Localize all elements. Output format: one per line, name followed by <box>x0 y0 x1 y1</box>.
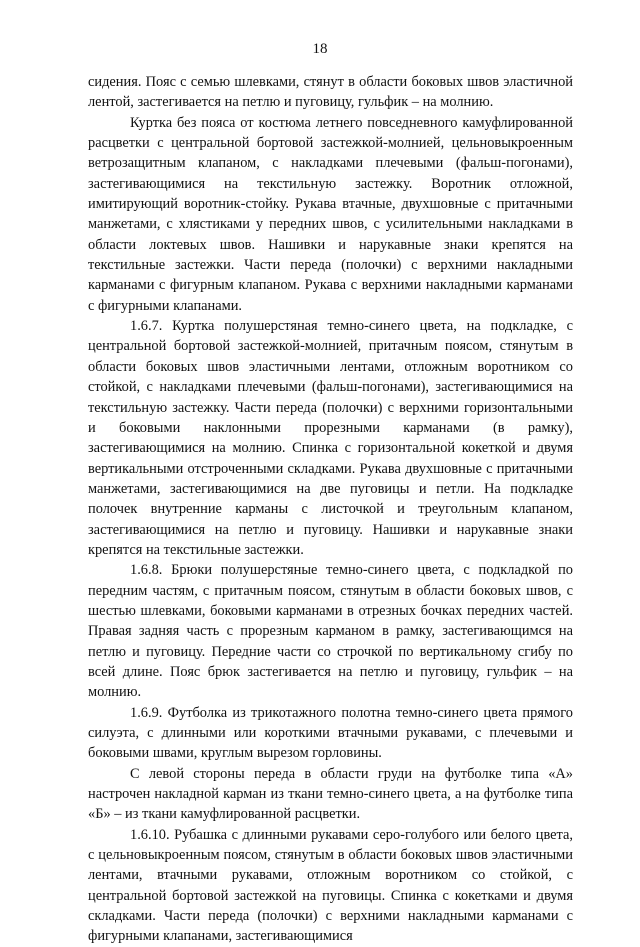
paragraph-1-6-10-shirt: 1.6.10. Рубашка с длинными рукавами серо-голубого или белого цвета, с цельновыкроенным поясом, стянутым в области боковых швов эластичными лентами, втачными рукавами, отложным воротником со стойкой, с центральной бортовой застежкой на пуговицы. Спинка с кокетками и двумя складками. Части переда (полочки) с верхними накладными карманами с фигурными клапанами, застегивающимися <box>88 826 573 945</box>
paragraph-1-6-8-trousers: 1.6.8. Брюки полушерстяные темно-синего цвета, с подкладкой по передним частям, с притачным поясом, стянутым в области боковых швов, с шестью шлевками, боковыми карманами в отрезных бочках передних частей. Правая задняя часть с прорезным карманом в рамку, застегивающимся на петлю и пуговицу. Передние части со строчкой по вертикальному сгибу по всей длине. Пояс брюк застегивается на петлю и пуговицу, гульфик – на молнию. <box>88 562 573 701</box>
paragraph-1-6-9-tshirt: 1.6.9. Футболка из трикотажного полотна темно-синего цвета прямого силуэта, с длинными или короткими втачными рукавами, с плечевыми и боковыми швами, круглым вырезом горловины. <box>88 704 573 762</box>
paragraph-1-6-7-jacket-wool: 1.6.7. Куртка полушерстяная темно-синего цвета, на подкладке, с центральной бортовой застежкой-молнией, притачным поясом, стянутым в области боковых швов эластичными лентами, отложным воротником со стойкой, с накладками плечевыми (фальш-погонами), застегивающимися на текстильную застежку. Части переда (полочки) с верхними горизонтальными и боковыми наклонными прорезными карманами (в рамку), застегивающимися на молнию. Спинка с горизонтальной кокеткой и двумя вертикальными отстроченными складками. Рукава двухшовные с притачными манжетами, застегивающимися на две пуговицы и петли. На подкладке полочек внутренние карманы с листочкой и треугольным клапаном, застегивающимися на петлю и пуговицу. Нашивки и нарукавные знаки крепятся на текстильные застежки. <box>88 318 573 558</box>
paragraph-continuation: сидения. Пояс с семью шлевками, стянут в области боковых швов эластичной лентой, застегивается на петлю и пуговицу, гульфик – на молнию. <box>88 74 573 111</box>
paragraph-jacket-summer: Куртка без пояса от костюма летнего повседневного камуфлированной расцветки с центральной бортовой застежкой-молнией, цельновыкроенным ветрозащитным клапаном, с накладками плечевыми (фальш-погонами), застегивающимися на текстильную застежку. Воротник отложной, имитирующий воротник-стойку. Рукава втачные, двухшовные с притачными манжетами, с хлястиками у передних швов, с усилительными накладками в области локтевых швов. Нашивки и нарукавные знаки крепятся на текстильные застежки. Части переда (полочки) с верхними накладными карманами с фигурным клапаном. Рукава с верхними накладными карманами с фигурными клапанами. <box>88 114 573 314</box>
page-number: 18 <box>312 41 328 57</box>
paragraph-tshirt-pocket: С левой стороны переда в области груди на футболке типа «А» настрочен накладной карман из ткани темно-синего цвета, а на футболке типа «Б» – из ткани камуфлированной расцветки. <box>88 765 573 823</box>
document-body <box>88 72 573 947</box>
